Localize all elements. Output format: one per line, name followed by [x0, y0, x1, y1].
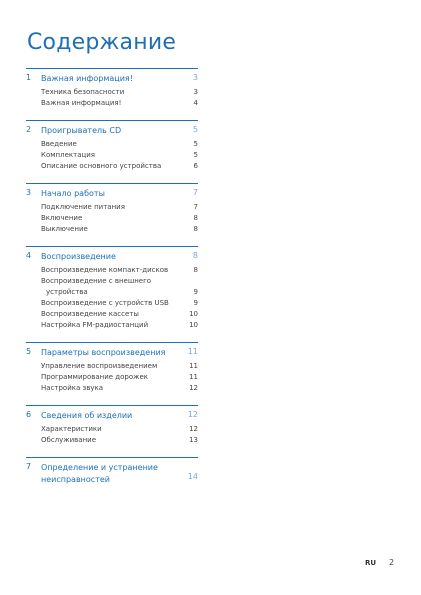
- entry-title: Подключение питания: [41, 203, 125, 211]
- entry-page-number: 6: [193, 162, 198, 170]
- toc-entry[interactable]: [26, 151, 198, 162]
- entry-title: Характеристики: [41, 425, 102, 433]
- entry-page-number: 8: [193, 266, 198, 274]
- section-number: 7: [26, 462, 32, 471]
- section-heading[interactable]: [26, 188, 198, 200]
- entry-title: Программирование дорожек: [41, 373, 148, 381]
- entry-page-number: 8: [193, 225, 198, 233]
- toc-entry[interactable]: [26, 214, 198, 225]
- toc-entry[interactable]: [26, 384, 198, 395]
- toc-section-3: [26, 183, 198, 246]
- toc-section-4: [26, 246, 198, 342]
- entry-page-number: 13: [189, 436, 198, 444]
- toc-section-1: [26, 68, 198, 120]
- toc-section-2: [26, 120, 198, 183]
- entry-title: Техника безопасности: [41, 88, 125, 96]
- section-page-number: 3: [192, 73, 198, 82]
- section-page-number: 14: [187, 472, 198, 481]
- entry-page-number: 11: [189, 362, 198, 370]
- toc-entry[interactable]: [26, 225, 198, 236]
- section-page-number: 7: [192, 188, 198, 197]
- entry-title: Комплектация: [41, 151, 96, 159]
- section-page-number: 12: [187, 410, 198, 419]
- section-page-number: 11: [187, 347, 198, 356]
- section-number: 5: [26, 347, 32, 356]
- section-number: 4: [26, 251, 32, 260]
- page-title: Содержание: [27, 30, 177, 55]
- entry-title: Важная информация!: [41, 99, 122, 107]
- section-title: Важная информация!: [41, 74, 133, 83]
- language-code: RU: [365, 559, 377, 567]
- section-heading[interactable]: [26, 410, 198, 422]
- entry-title: Воспроизведение с устройств USB: [41, 299, 169, 307]
- toc-entry-continuation[interactable]: [26, 288, 198, 299]
- entry-title: Описание основного устройства: [41, 162, 162, 170]
- section-number: 6: [26, 410, 32, 419]
- section-divider: [26, 183, 198, 184]
- entry-page-number: 12: [189, 384, 198, 392]
- entry-title: Настройка FM-радиостанций: [41, 321, 149, 329]
- toc-entry[interactable]: [26, 321, 198, 332]
- toc-entry[interactable]: [26, 362, 198, 373]
- section-divider: [26, 457, 198, 458]
- section-heading[interactable]: [26, 73, 198, 85]
- entry-page-number: 5: [193, 151, 198, 159]
- section-title: Определение и устранение неисправностей: [41, 463, 158, 484]
- section-heading[interactable]: [26, 462, 198, 486]
- entry-page-number: 9: [193, 288, 198, 296]
- toc-entry[interactable]: [26, 373, 198, 384]
- section-heading[interactable]: [26, 347, 198, 359]
- entry-page-number: 11: [189, 373, 198, 381]
- entry-page-number: 3: [193, 88, 198, 96]
- section-page-number: 8: [192, 251, 198, 260]
- section-divider: [26, 120, 198, 121]
- entry-title: Воспроизведение кассеты: [41, 310, 139, 318]
- toc-entry[interactable]: [26, 299, 198, 310]
- page-number: 2: [389, 558, 395, 567]
- section-number: 2: [26, 125, 32, 134]
- section-title: Проигрыватель CD: [41, 126, 122, 135]
- section-heading[interactable]: [26, 251, 198, 263]
- entry-page-number: 12: [189, 425, 198, 433]
- section-title: Начало работы: [41, 189, 105, 198]
- toc-entry[interactable]: [26, 436, 198, 447]
- toc-entry[interactable]: [26, 425, 198, 436]
- entry-title: Управление воспроизведением: [41, 362, 158, 370]
- entry-page-number: 10: [189, 310, 198, 318]
- toc-entry[interactable]: [26, 266, 198, 277]
- entry-page-number: 4: [193, 99, 198, 107]
- entry-page-number: 10: [189, 321, 198, 329]
- entry-title: Воспроизведение компакт-дисков: [41, 266, 169, 274]
- entry-page-number: 9: [193, 299, 198, 307]
- toc-entry[interactable]: [26, 140, 198, 151]
- toc-entry[interactable]: [26, 162, 198, 173]
- toc-section-6: [26, 405, 198, 457]
- entry-title: Настройка звука: [41, 384, 104, 392]
- section-divider: [26, 342, 198, 343]
- entry-page-number: 7: [193, 203, 198, 211]
- table-of-contents: [26, 68, 198, 486]
- section-divider: [26, 246, 198, 247]
- section-title: Параметры воспроизведения: [41, 348, 166, 357]
- section-divider: [26, 68, 198, 69]
- entry-title: Выключение: [41, 225, 88, 233]
- entry-page-number: 8: [193, 214, 198, 222]
- entry-page-number: 5: [193, 140, 198, 148]
- entry-title: Включение: [41, 214, 83, 222]
- toc-entry[interactable]: [26, 88, 198, 99]
- section-divider: [26, 405, 198, 406]
- section-page-number: 5: [192, 125, 198, 134]
- entry-title: Введение: [41, 140, 77, 148]
- toc-entry[interactable]: [26, 277, 198, 288]
- section-heading[interactable]: [26, 125, 198, 137]
- toc-entry[interactable]: [26, 99, 198, 110]
- entry-title: Обслуживание: [41, 436, 96, 444]
- section-number: 1: [26, 73, 32, 82]
- entry-title: устройства: [46, 288, 88, 296]
- toc-entry[interactable]: [26, 310, 198, 321]
- toc-section-7: [26, 457, 198, 486]
- section-title: Сведения об изделии: [41, 411, 133, 420]
- toc-section-5: [26, 342, 198, 405]
- entry-title: Воспроизведение с внешнего: [41, 277, 152, 285]
- toc-entry[interactable]: [26, 203, 198, 214]
- section-number: 3: [26, 188, 32, 197]
- section-title: Воспроизведение: [41, 252, 116, 261]
